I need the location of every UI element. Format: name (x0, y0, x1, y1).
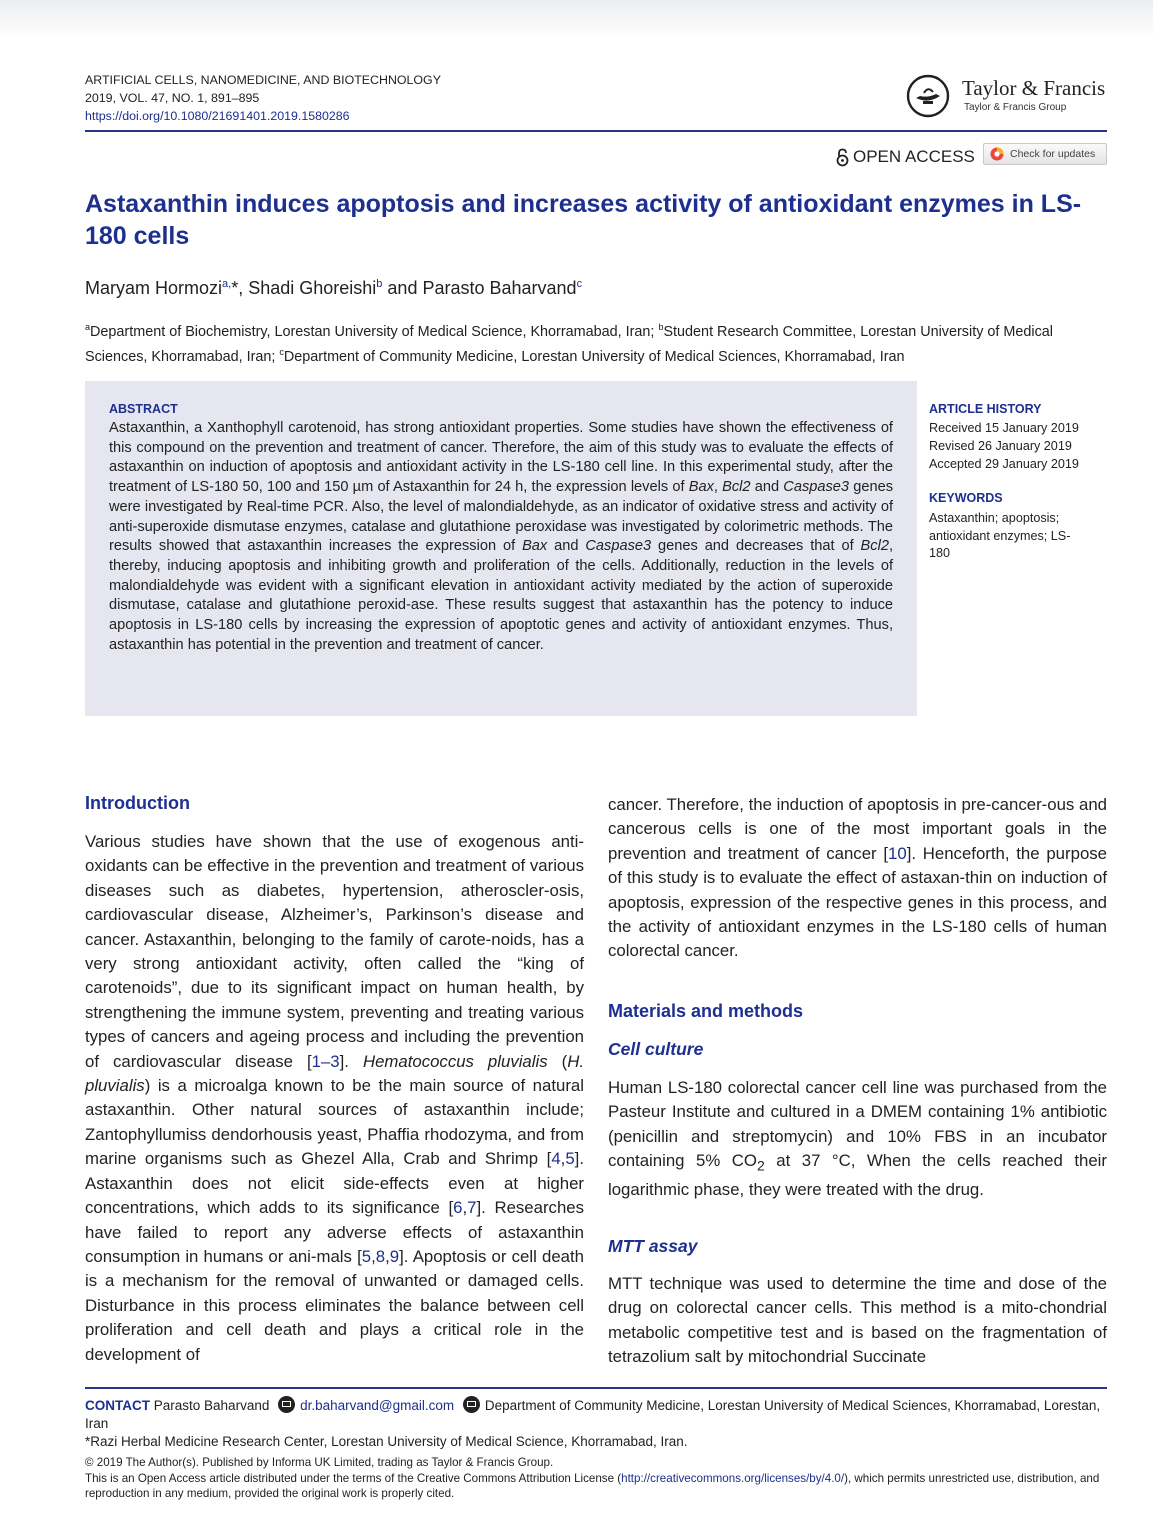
author-list (85, 278, 582, 299)
text-run: and (750, 479, 784, 496)
license-block (85, 1455, 1107, 1502)
affiliation-sup: b (658, 322, 664, 332)
mtt-assay-heading: MTT assay (608, 1236, 698, 1256)
text-run: cancer. Therefore, the induction of apoptosis in pre-cancer-ous and cancerous cells is one of the most important goals in the prevention and treatment of cancer [ (608, 795, 1107, 863)
text-run: , thereby, inducing apoptosis and inhibiting growth and proliferation of the cells. Additionally, reduction in the levels of malondialdehyde was evident with a significant elevation in antioxidant activity mediated by the action of superoxide dismutase, catalase and glutathione peroxid-ase. These results suggest that astaxanthin has the potency to induce apoptosis in LS-180 cells by increasing the expression of apoptotic genes and activity of antioxidant enzymes. Thus, astaxanthin has potential in the prevention and treatment of cancer. (109, 538, 893, 653)
cell-culture-body (608, 1076, 1107, 1202)
journal-name: ARTIFICIAL CELLS, NANOMEDICINE, AND BIOTECHNOLOGY (85, 73, 441, 87)
introduction-body (85, 830, 584, 1367)
publisher-name: Taylor & Francis (962, 76, 1106, 100)
author-sup: a, (222, 278, 232, 290)
affiliation-text: Department of Biochemistry, Lorestan University of Medical Science, Khorramabad, Iran; (90, 323, 659, 340)
text-run: at 37 °C, When the cells reached their logarithmic phase, they were treated with the drug. (608, 1151, 1107, 1199)
text-run: , (371, 1246, 376, 1266)
citation-link[interactable]: 9 (389, 1246, 400, 1266)
article-title: Astaxanthin induces apoptosis and increases activity of antioxidant enzymes in LS-180 cells (85, 190, 1082, 250)
corresponding-note: *Razi Herbal Medicine Research Center, Lorestan University of Medical Science, Khorramabad, Iran. (85, 1434, 688, 1449)
text-run: , (713, 479, 723, 496)
affiliations (85, 317, 1095, 367)
cell-culture-heading: Cell culture (608, 1039, 704, 1059)
check-updates-button[interactable] (983, 143, 1107, 165)
introduction-continued (608, 793, 1107, 964)
italic-text: Caspase3 (585, 538, 652, 555)
keywords-heading: KEYWORDS (929, 491, 1003, 505)
subscript-text: 2 (756, 1157, 765, 1174)
citation-link[interactable]: 5 (565, 1149, 575, 1169)
introduction-heading: Introduction (85, 793, 190, 813)
keywords-list: Astaxanthin; apoptosis; antioxidant enzymes; LS-180 (929, 511, 1071, 560)
text-run: , (560, 1149, 566, 1169)
accepted-date: Accepted 29 January 2019 (929, 457, 1079, 471)
citation-link[interactable]: 10 (888, 843, 907, 863)
article-history (929, 419, 1079, 473)
contact-block (85, 1396, 1107, 1433)
open-access-badge (836, 147, 975, 167)
address-icon (463, 1396, 480, 1413)
affiliation-sup: c (279, 346, 284, 357)
italic-text: Hematococcus pluvialis (362, 1051, 548, 1071)
footer-rule (85, 1387, 1107, 1389)
italic-text: H. pluvialis (85, 1051, 584, 1096)
license-post: ), which permits unrestricted use, distribution, and reproduction in any medium, provided the original work is properly cited. (85, 1471, 1100, 1500)
affiliation-sup: a (85, 322, 91, 332)
text-run: ( (547, 1051, 568, 1071)
methods-heading: Materials and methods (608, 1001, 804, 1021)
abstract-body (109, 419, 893, 655)
text-run: Astaxanthin, a Xanthophyll carotenoid, has strong antioxidant properties. Some studies have shown the effectiveness of this compound on the prevention and treatment of cancer. Therefore, the aim of this study was to evaluate the effects of astaxanthin on induction of apoptosis and antioxidant activity in the LS-180 cell line. In this experimental study, after the treatment of LS-180 50, 100 and 150 µm of Astaxanthin for 24 h, the expression levels of (109, 420, 893, 496)
text-run: MTT technique was used to determine the time and dose of the drug on colorectal cancer cells. This method is a mito-chondrial metabolic competitive test and is based on the fragmentation of tetrazolium salt by mitochondrial Succinate (608, 1274, 1107, 1367)
citation-link[interactable]: 8 (375, 1246, 386, 1266)
italic-text: Bax (688, 479, 714, 496)
text-run: ) is a microalga known to be the main source of natural astaxanthin. Other natural sources of astaxanthin include; Zantophyllumiss dendorhousis yeast, Phaffia rhodozyma, and from marine organisms such as Ghezel Alla, Crab and Shrimp [ (85, 1076, 584, 1169)
journal-info (85, 71, 441, 125)
open-lock-icon (836, 148, 849, 167)
italic-text: Bcl2 (860, 538, 889, 555)
contact-email[interactable]: dr.baharvand@gmail.com (300, 1398, 455, 1413)
author-name: Parasto Baharvand (422, 278, 577, 298)
license-pre: This is an Open Access article distributed under the terms of the Creative Commons Attribution License ( (85, 1471, 622, 1485)
text-run: ]. Researches have failed to report any adverse effects of astaxanthin consumption in humans or ani-mals [ (85, 1198, 585, 1266)
contact-name: Parasto Baharvand (153, 1398, 270, 1413)
citation-link[interactable]: 4 (551, 1149, 561, 1169)
copyright-line: © 2019 The Author(s). Published by Informa UK Limited, trading as Taylor & Francis Group. (85, 1456, 554, 1469)
citation-link[interactable]: 7 (467, 1198, 477, 1218)
text-run: , (462, 1198, 468, 1218)
text-run: genes were investigated by Real-time PCR. Also, the level of malondialdehyde, as an indicator of oxidative stress and activity of anti-superoxide dismutase enzymes, catalase and glutathione peroxidase was investigated by colorimetric methods. The results showed that astaxanthin increases the expression of (109, 479, 893, 555)
author-name: Shadi Ghoreishi (248, 278, 377, 298)
top-shade (0, 0, 1153, 40)
publisher-logo (906, 74, 1116, 122)
text-run: and (547, 538, 586, 555)
check-updates-icon (990, 147, 1004, 161)
affiliation-text: Student Research Committee, Lorestan University of Medical Sciences, Khorramabad, Iran; (85, 323, 1053, 365)
italic-text: Bax (522, 538, 548, 555)
italic-text: Bcl2 (722, 479, 751, 496)
contact-label: CONTACT (85, 1398, 150, 1413)
citation-link[interactable]: 1–3 (311, 1051, 340, 1071)
header-rule (85, 130, 1107, 132)
email-icon (278, 1396, 295, 1413)
mtt-assay-body (608, 1272, 1107, 1370)
revised-date: Revised 26 January 2019 (929, 439, 1072, 453)
publisher-group: Taylor & Francis Group (964, 102, 1067, 113)
text-run: ]. Astaxanthin does not elicit side-effects even at higher concentrations, which adds to its significance [ (85, 1149, 584, 1218)
journal-volume: 2019, VOL. 47, NO. 1, 891–895 (85, 91, 260, 105)
license-link[interactable]: http://creativecommons.org/licenses/by/4.0/ (621, 1471, 845, 1485)
author-sup: c (576, 278, 583, 290)
text-run: Various studies have shown that the use of exogenous anti-oxidants can be effective in the prevention and treatment of various diseases such as diabetes, hypertension, atheroscler-osis, cardiovascular disease, Alzheimer’s, Parkinson’s disease and cancer. Astaxanthin, belonging to the family of carote-noids, has a very strong antioxidant activity, often called the “king of carotenoids”, due to its significant impact on human health, by strengthening the immune system, preventing and treating various types of cancers and ageing process and including the prevention of cardiovascular disease [ (85, 832, 584, 1071)
text-run: ]. (339, 1051, 363, 1071)
citation-link[interactable]: 6 (453, 1198, 463, 1218)
doi-link[interactable]: https://doi.org/10.1080/21691401.2019.1580286 (85, 109, 350, 123)
text-run: Human LS-180 colorectal cancer cell line was purchased from the Pasteur Institute and cultured in a DMEM containing 1% antibiotic (penicillin and streptomycin) and 10% FBS in an incubator containing 5% CO (608, 1078, 1107, 1171)
abstract-heading: ABSTRACT (109, 402, 178, 416)
text-run: ]. Henceforth, the purpose of this study is to evaluate the effect of astaxan-thin on induction of apoptosis, expression of the respective genes in this process, and the activity of antioxidant enzymes in the LS-180 cells of human colorectal cancer. (608, 843, 1107, 961)
affiliation-text: Department of Community Medicine, Lorestan University of Medical Sciences, Khorramabad, Iran (283, 348, 905, 365)
received-date: Received 15 January 2019 (929, 421, 1079, 435)
italic-text: Caspase3 (783, 479, 850, 496)
open-access-label: OPEN ACCESS (853, 147, 975, 166)
text-run: , (385, 1246, 390, 1266)
author-name: Maryam Hormozi (85, 278, 223, 298)
text-run: ]. Apoptosis or cell death is a mechanism for the removal of unwanted or damaged cells. Disturbance in this process eliminates the balance between cell proliferation and cell death and plays a critical role in the development of (85, 1246, 584, 1364)
author-sup: b (376, 278, 383, 290)
citation-link[interactable]: 5 (361, 1246, 372, 1266)
author-suffix: and (382, 278, 423, 298)
text-run: genes and decreases that of (651, 538, 861, 555)
license-text (85, 1471, 1107, 1502)
lamp-logo-icon (906, 74, 950, 118)
author-suffix: *, (231, 278, 249, 298)
article-history-heading: ARTICLE HISTORY (929, 402, 1042, 416)
check-updates-label: Check for updates (1010, 148, 1096, 160)
contact-address: Department of Community Medicine, Lorestan University of Medical Sciences, Khorramabad, Lorestan, Iran (85, 1398, 1101, 1431)
